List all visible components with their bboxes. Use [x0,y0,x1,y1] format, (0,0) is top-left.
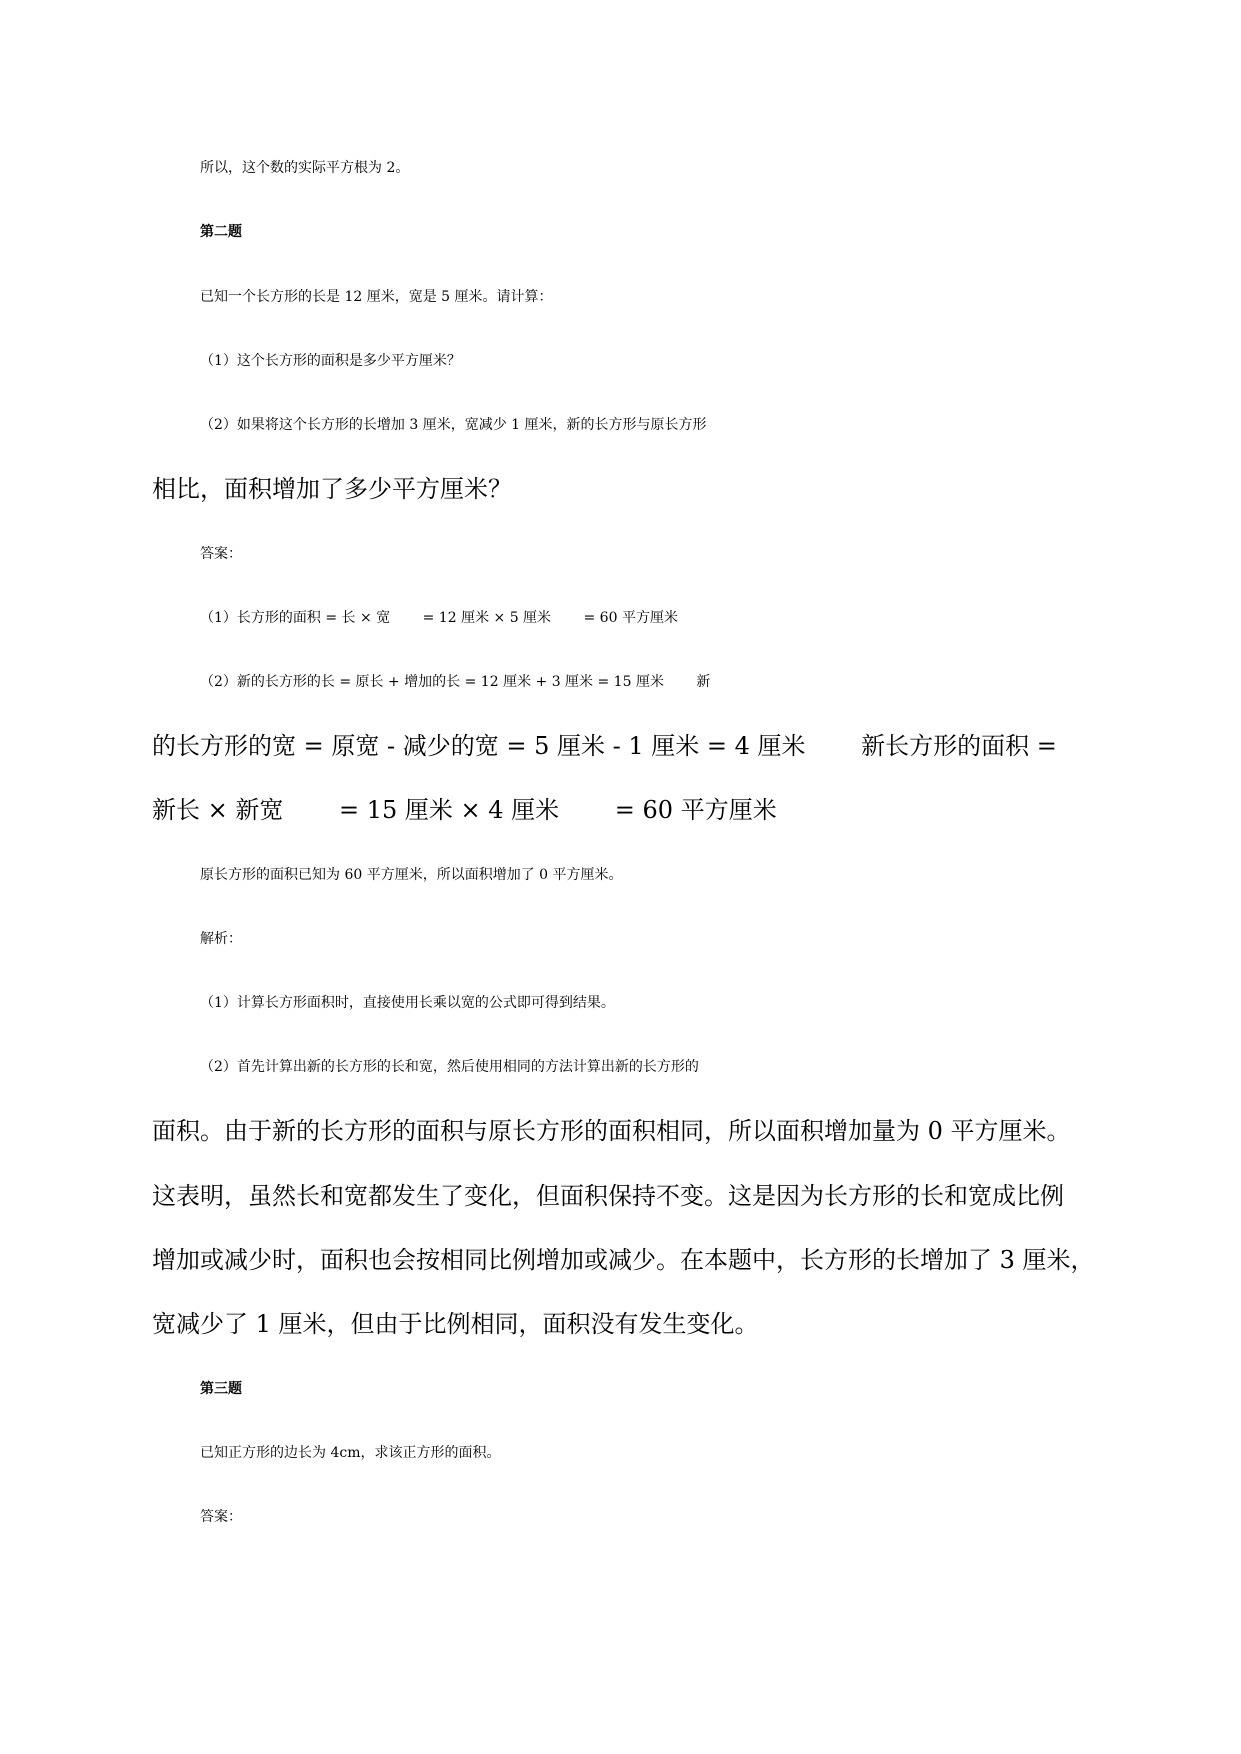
text-line: （1）这个长方形的面积是多少平方厘米？ [200,353,461,369]
text-line: （1）计算长方形面积时，直接使用长乘以宽的公式即可得到结果。 [200,995,615,1011]
section-heading: 第三题 [200,1381,242,1397]
text-line: 答案： [200,546,242,562]
text-line: （2）首先计算出新的长方形的长和宽，然后使用相同的方法计算出新的长方形的 [200,1059,699,1075]
text-line: 相比，面积增加了多少平方厘米？ [152,475,512,503]
text-line: 答案： [200,1509,242,1525]
text-line: 增加或减少时，面积也会按相同比例增加或减少。在本题中，长方形的长增加了 3 厘米， [152,1246,1095,1274]
text-line: 原长方形的面积已知为 60 平方厘米，所以面积增加了 0 平方厘米。 [200,867,623,883]
text-line: （1）长方形的面积 = 长 × 宽 = 12 厘米 × 5 厘米 = 60 平方厘米 [200,610,678,626]
text-line: 面积。由于新的长方形的面积与原长方形的面积相同，所以面积增加量为 0 平方厘米。 [152,1117,1071,1145]
text-line: 这表明，虽然长和宽都发生了变化，但面积保持不变。这是因为长方形的长和宽成比例 [152,1182,1064,1210]
text-line: 已知一个长方形的长是 12 厘米，宽是 5 厘米。请计算： [200,289,553,305]
text-line: 的长方形的宽 = 原宽 - 减少的宽 = 5 厘米 - 1 厘米 = 4 厘米 新长方形的面积 = [152,732,1057,760]
text-line: 新长 × 新宽 = 15 厘米 × 4 厘米 = 60 平方厘米 [152,796,777,824]
text-line: （2）如果将这个长方形的长增加 3 厘米，宽减少 1 厘米，新的长方形与原长方形 [200,417,707,433]
text-line: 所以，这个数的实际平方根为 2。 [200,160,410,176]
text-line: 已知正方形的边长为 4cm，求该正方形的面积。 [200,1445,501,1461]
text-line: 解析： [200,931,242,947]
text-line: 宽减少了 1 厘米，但由于比例相同，面积没有发生变化。 [152,1310,759,1338]
text-line: （2）新的长方形的长 = 原长 + 增加的长 = 12 厘米 + 3 厘米 = 15 厘米 新 [200,674,711,690]
section-heading: 第二题 [200,224,242,240]
